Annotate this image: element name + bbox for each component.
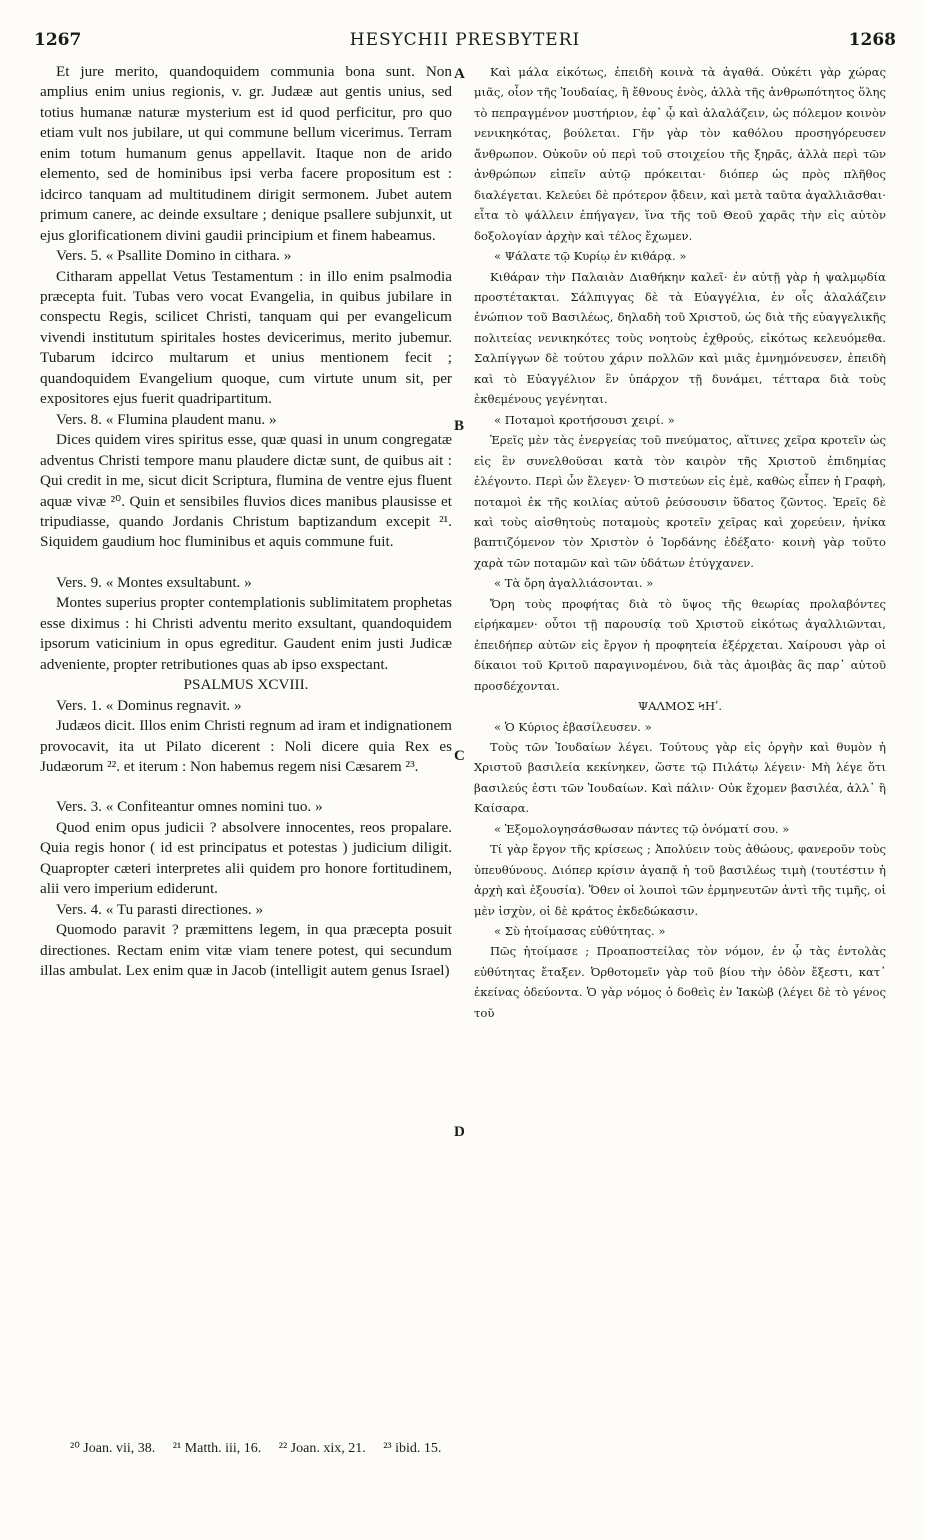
verse-caption: Vers. 5. « Psallite Domino in cithara. » xyxy=(56,247,292,265)
running-title: HESYCHII PRESBYTERI xyxy=(349,30,581,50)
greek-paragraph: Πῶς ἡτοίμασε ; Προαποστείλας τὸν νόμον, ἐν ᾧ τὰς ἐντολὰς εὐθύτητας ἔταξεν. Ὀρθοτομεῖν γὰρ τοῦ βίου τὴν ὁδὸν ἔξεστι, κατ᾽ ἐκείνας ὁδεύοντα. Ὁ γὰρ νόμος ὁ δοθεὶς ἐν Ἰακὼβ (λέγει δὲ τὸ γένος τοῦ xyxy=(474,944,886,1020)
verse-caption: « Ὁ Κύριος ἐβασίλευσεν. » xyxy=(494,719,652,734)
latin-paragraph: Citharam appellat Vetus Testamentum : in illo enim psalmodia præcepta fuit. Tubas vero vocat Evangelia, in quibus jubilare in conspectu Regis, scilicet Christi, tanquam qui per evangelicum vivendi institutum spiritales hostes devicerimus, merito jubemur. Tubarum idcirco multarum et unius mentionem fecit ; quandoquidem Evangelium quoque, cum virtute unum sit, per expositores ejus fuerit quadripartitum. xyxy=(40,267,452,408)
psalm-heading: PSALMUS XCVIII. xyxy=(183,676,309,694)
page-number-right: 1268 xyxy=(848,30,896,50)
verse-caption: « Ποταμοὶ κροτήσουσι χειρί. » xyxy=(494,412,675,427)
verse-caption: « Ψάλατε τῷ Κυρίῳ ἐν κιθάρᾳ. » xyxy=(494,249,687,264)
greek-paragraph: Τί γὰρ ἔργον τῆς κρίσεως ; Ἀπολύειν τοὺς ἀθώους, φανεροῦν τοὺς ὑπευθύνους. Διόπερ κρίσιν ἀγαπᾷ ἡ τοῦ βασιλέως τιμὴ (τουτέστιν ἡ ἀρχὴ καὶ ἐξουσία). Ὅθεν οἱ λοιποὶ τῶν ἑρμηνευτῶν ἀντὶ τῆς τιμῆς, οἱ μὲν ἰσχὺν, οἱ δὲ κράτος ἐκδεδώκασιν. xyxy=(474,842,886,918)
page-number-left: 1267 xyxy=(34,30,82,50)
verse-caption: « Σὺ ἡτοίμασας εὐθύτητας. » xyxy=(494,924,666,939)
footnote: ²¹ Matth. iii, 16. xyxy=(172,1441,262,1456)
verse-caption: Vers. 4. « Tu parasti directiones. » xyxy=(56,900,264,918)
latin-paragraph: Et jure merito, quandoquidem communia bona sunt. Non amplius enim unius regionis, v. gr. Judææ aut gentis unius, sed totius humanæ naturæ mysterium est id quod perficitur, pro quo etiam vult nos jubilare, ut qui commune bellum vicerimus. Terram enim totum humanum genus appellavit. Itaque non de arido elemento, sed de hominibus ipsi verba facere propositum est : idcirco tanquam ad multitudinem dirigit sermonem. Jubet autem primum canere, ac deinde exsultare ; denique psallere subjunxit, ut ejus glorificationem divini gaudii principium et finem habeamus. xyxy=(40,63,452,244)
footnote: ²³ ibid. 15. xyxy=(383,1441,442,1456)
psalm-heading: ΨΑΛΜΟΣ ϞΗʹ. xyxy=(637,699,723,714)
margin-letter-c: C xyxy=(454,748,465,764)
greek-paragraph: Τοὺς τῶν Ἰουδαίων λέγει. Τούτους γὰρ εἰς ὀργὴν καὶ θυμὸν ἡ Χριστοῦ βασιλεία κεκίνηκεν, ὥστε τῷ Πιλάτῳ λέγειν· Μὴ λέγε ὅτι βασιλεύς ἐστι τῶν Ἰουδαίων. Καὶ πάλιν· Οὐκ ἔχομεν βασιλέα, ἀλλ᾽ ἢ Καίσαρα. xyxy=(474,739,886,816)
greek-paragraph: Ὄρη τοὺς προφήτας διὰ τὸ ὕψος τῆς θεωρίας προλαβόντες εἰρήκαμεν· οὗτοι τῇ παρουσίᾳ τοῦ Χριστοῦ εἰκότως ἀγαλλιῶνται, ἐπειδήπερ αὐτῶν εἰς ἔργον ἡ προφητεία ἐξέρχεται. Χαίρουσι γὰρ οἱ δίκαιοι τοῦ Κριτοῦ παραγινομένου, διὰ τὰς ἀμοιβὰς ἃς παρ᾽ αὐτοῦ προσδέχονται. xyxy=(474,596,886,693)
verse-caption: « Ἐξομολογησάσθωσαν πάντες τῷ ὀνόματί σου. » xyxy=(494,821,790,836)
latin-paragraph: Dices quidem vires spiritus esse, quæ quasi in unum congregatæ adventus Christi tempore manu plaudere dictæ sunt, de quibus ait : Qui credit in me, sicut dicit Scriptura, flumina de ventre ejus fluent aquæ vivæ ²⁰. Quin et sensibiles fluvios dices manibus plausisse et tripudiasse, quando Jordanis Christum baptizandum excepit ²¹. Siquidem gaudium hoc fluminibus et aquis commune fuit. xyxy=(40,431,452,551)
spacer xyxy=(40,777,452,797)
running-header xyxy=(34,30,896,56)
margin-letter-a: A xyxy=(454,66,465,82)
margin-letter-d: D xyxy=(454,1124,465,1140)
verse-caption: « Τὰ ὄρη ἀγαλλιάσονται. » xyxy=(494,576,654,591)
footnote: ²² Joan. xix, 21. xyxy=(278,1441,366,1456)
greek-paragraph: Ἐρεῖς μὲν τὰς ἐνεργείας τοῦ πνεύματος, αἵτινες χεῖρα κροτεῖν ὡς εἰς ἓν συνελθοῦσαι κατὰ τὸν καιρὸν τῆς Χριστοῦ ἐπιδημίας ἐλέγοντο. Περὶ ὧν ἔλεγεν· Ὁ πιστεύων εἰς ἐμὲ, καθὼς εἶπεν ἡ Γραφὴ, ποταμοὶ ἐκ τῆς κοιλίας αὐτοῦ ῥεύσουσιν ὕδατος ζῶντος. Ἐρεῖς δὲ καὶ τοὺς αἰσθητοὺς ποταμοὺς κροτεῖν χεῖρας καὶ χορεύειν, ἡνίκα βαπτιζόμενον τὸν Χριστὸν ὁ Ἰορδάνης ἐδέξατο· κοινὴ γὰρ τοῦτο χαρὰ τῶν ποταμῶν καὶ τῶν ὑδάτων ἐτύγχανεν. xyxy=(474,433,886,570)
footnote: ²⁰ Joan. vii, 38. xyxy=(70,1441,156,1456)
latin-paragraph: Montes superius propter contemplationis sublimitatem prophetas esse diximus : hi Christi adventu merito exsultant, quandoquidem ipsorum vaticinium in opus egreditur. Gaudent enim justi Judicæ adveniente, propter retributiones quas ab ipso exspectant. xyxy=(40,594,452,673)
verse-caption: Vers. 1. « Dominus regnavit. » xyxy=(56,696,242,714)
latin-paragraph: Quomodo paravit ? præmittens legem, in qua præcepta posuit directiones. Rectam enim vitæ viam tenere potest, qui secundum illas ambulat. Lex enim quæ in Jacob (intelligit autem genus Israel) xyxy=(40,921,452,980)
footnotes xyxy=(70,1440,455,1457)
greek-column xyxy=(474,62,886,1023)
verse-caption: Vers. 8. « Flumina plaudent manu. » xyxy=(56,410,277,428)
verse-caption: Vers. 3. « Confiteantur omnes nomini tuo. » xyxy=(56,798,323,816)
spacer xyxy=(40,553,452,573)
latin-paragraph: Judæos dicit. Illos enim Christi regnum ad iram et indignationem provocavit, ita ut Pilato dicerent : Noli dicere quia Rex es Judæorum ²². et iterum : Non habemus regem nisi Cæsarem ²³. xyxy=(40,717,452,775)
margin-letter-b: B xyxy=(454,418,465,434)
greek-paragraph: Καὶ μάλα εἰκότως, ἐπειδὴ κοινὰ τὰ ἀγαθά. Οὐκέτι γὰρ χώρας μιᾶς, οἷον τῆς Ἰουδαίας, ἢ ἔθνους ἑνὸς, ἀλλὰ τῆς ἀνθρωπότητος ὅλης τὸ πεπραγμένον μυστήριον, ἐφ᾽ ᾧ καὶ ἀλαλάζειν, ὡς πόλεμον κοινὸν νενικηκότας, βούλεται. Γῆν γὰρ τὸν καθόλου προσηγόρευσεν ἄνθρωπον. Οὐκοῦν οὐ περὶ τοῦ στοιχείου τῆς ξηρᾶς, ἀλλὰ περὶ τῶν ἀνθρώπων εἰπεῖν αὐτῷ πρόκειται· διόπερ ὡς πρὸς πλῆθος διαλέγεται. Κελεύει δὲ πρότερον ᾄδειν, καὶ μετὰ ταῦτα ἀγαλλιᾶσθαι· εἶτα τὸ ψάλλειν ἐπήγαγεν, ἵνα τῆς τοῦ Θεοῦ χαρᾶς τὴν εἰς αὐτὸν δοξολογίαν ἀρχὴν καὶ τέλος ἔχωμεν. xyxy=(474,65,886,243)
greek-paragraph: Κιθάραν τὴν Παλαιὰν Διαθήκην καλεῖ· ἐν αὐτῇ γὰρ ἡ ψαλμῳδία προστέτακται. Σάλπιγγας δὲ τὰ Εὐαγγέλια, ἐν οἷς ἀλαλάζειν ἐνώπιον τοῦ Βασιλέως, δηλαδὴ τοῦ Χριστοῦ, ὡς διὰ τῆς εὐαγγελικῆς πολιτείας νενικηκότες τοὺς νοητοὺς ἐχθρούς, εἰκότως κελευόμεθα. Σαλπίγγων δὲ τούτου χάριν πολλῶν καὶ μιᾶς ἐμνημόνευσεν, ἐπειδὴ καὶ τὸ Εὐαγγέλιον ἓν ὑπάρχον τῇ δυνάμει, τέτταρα διὰ τοὺς ἐκθεμένους γεγένηται. xyxy=(474,269,886,407)
latin-column xyxy=(40,62,452,981)
verse-caption: Vers. 9. « Montes exsultabunt. » xyxy=(56,573,252,591)
latin-paragraph: Quod enim opus judicii ? absolvere innocentes, reos propalare. Quia regis honor ( id est principatus et potestas ) judicium diligit. Quapropter cæteri interpretes alii quidem pro honore fortitudinem, alii vero imperium ediderunt. xyxy=(40,818,452,898)
